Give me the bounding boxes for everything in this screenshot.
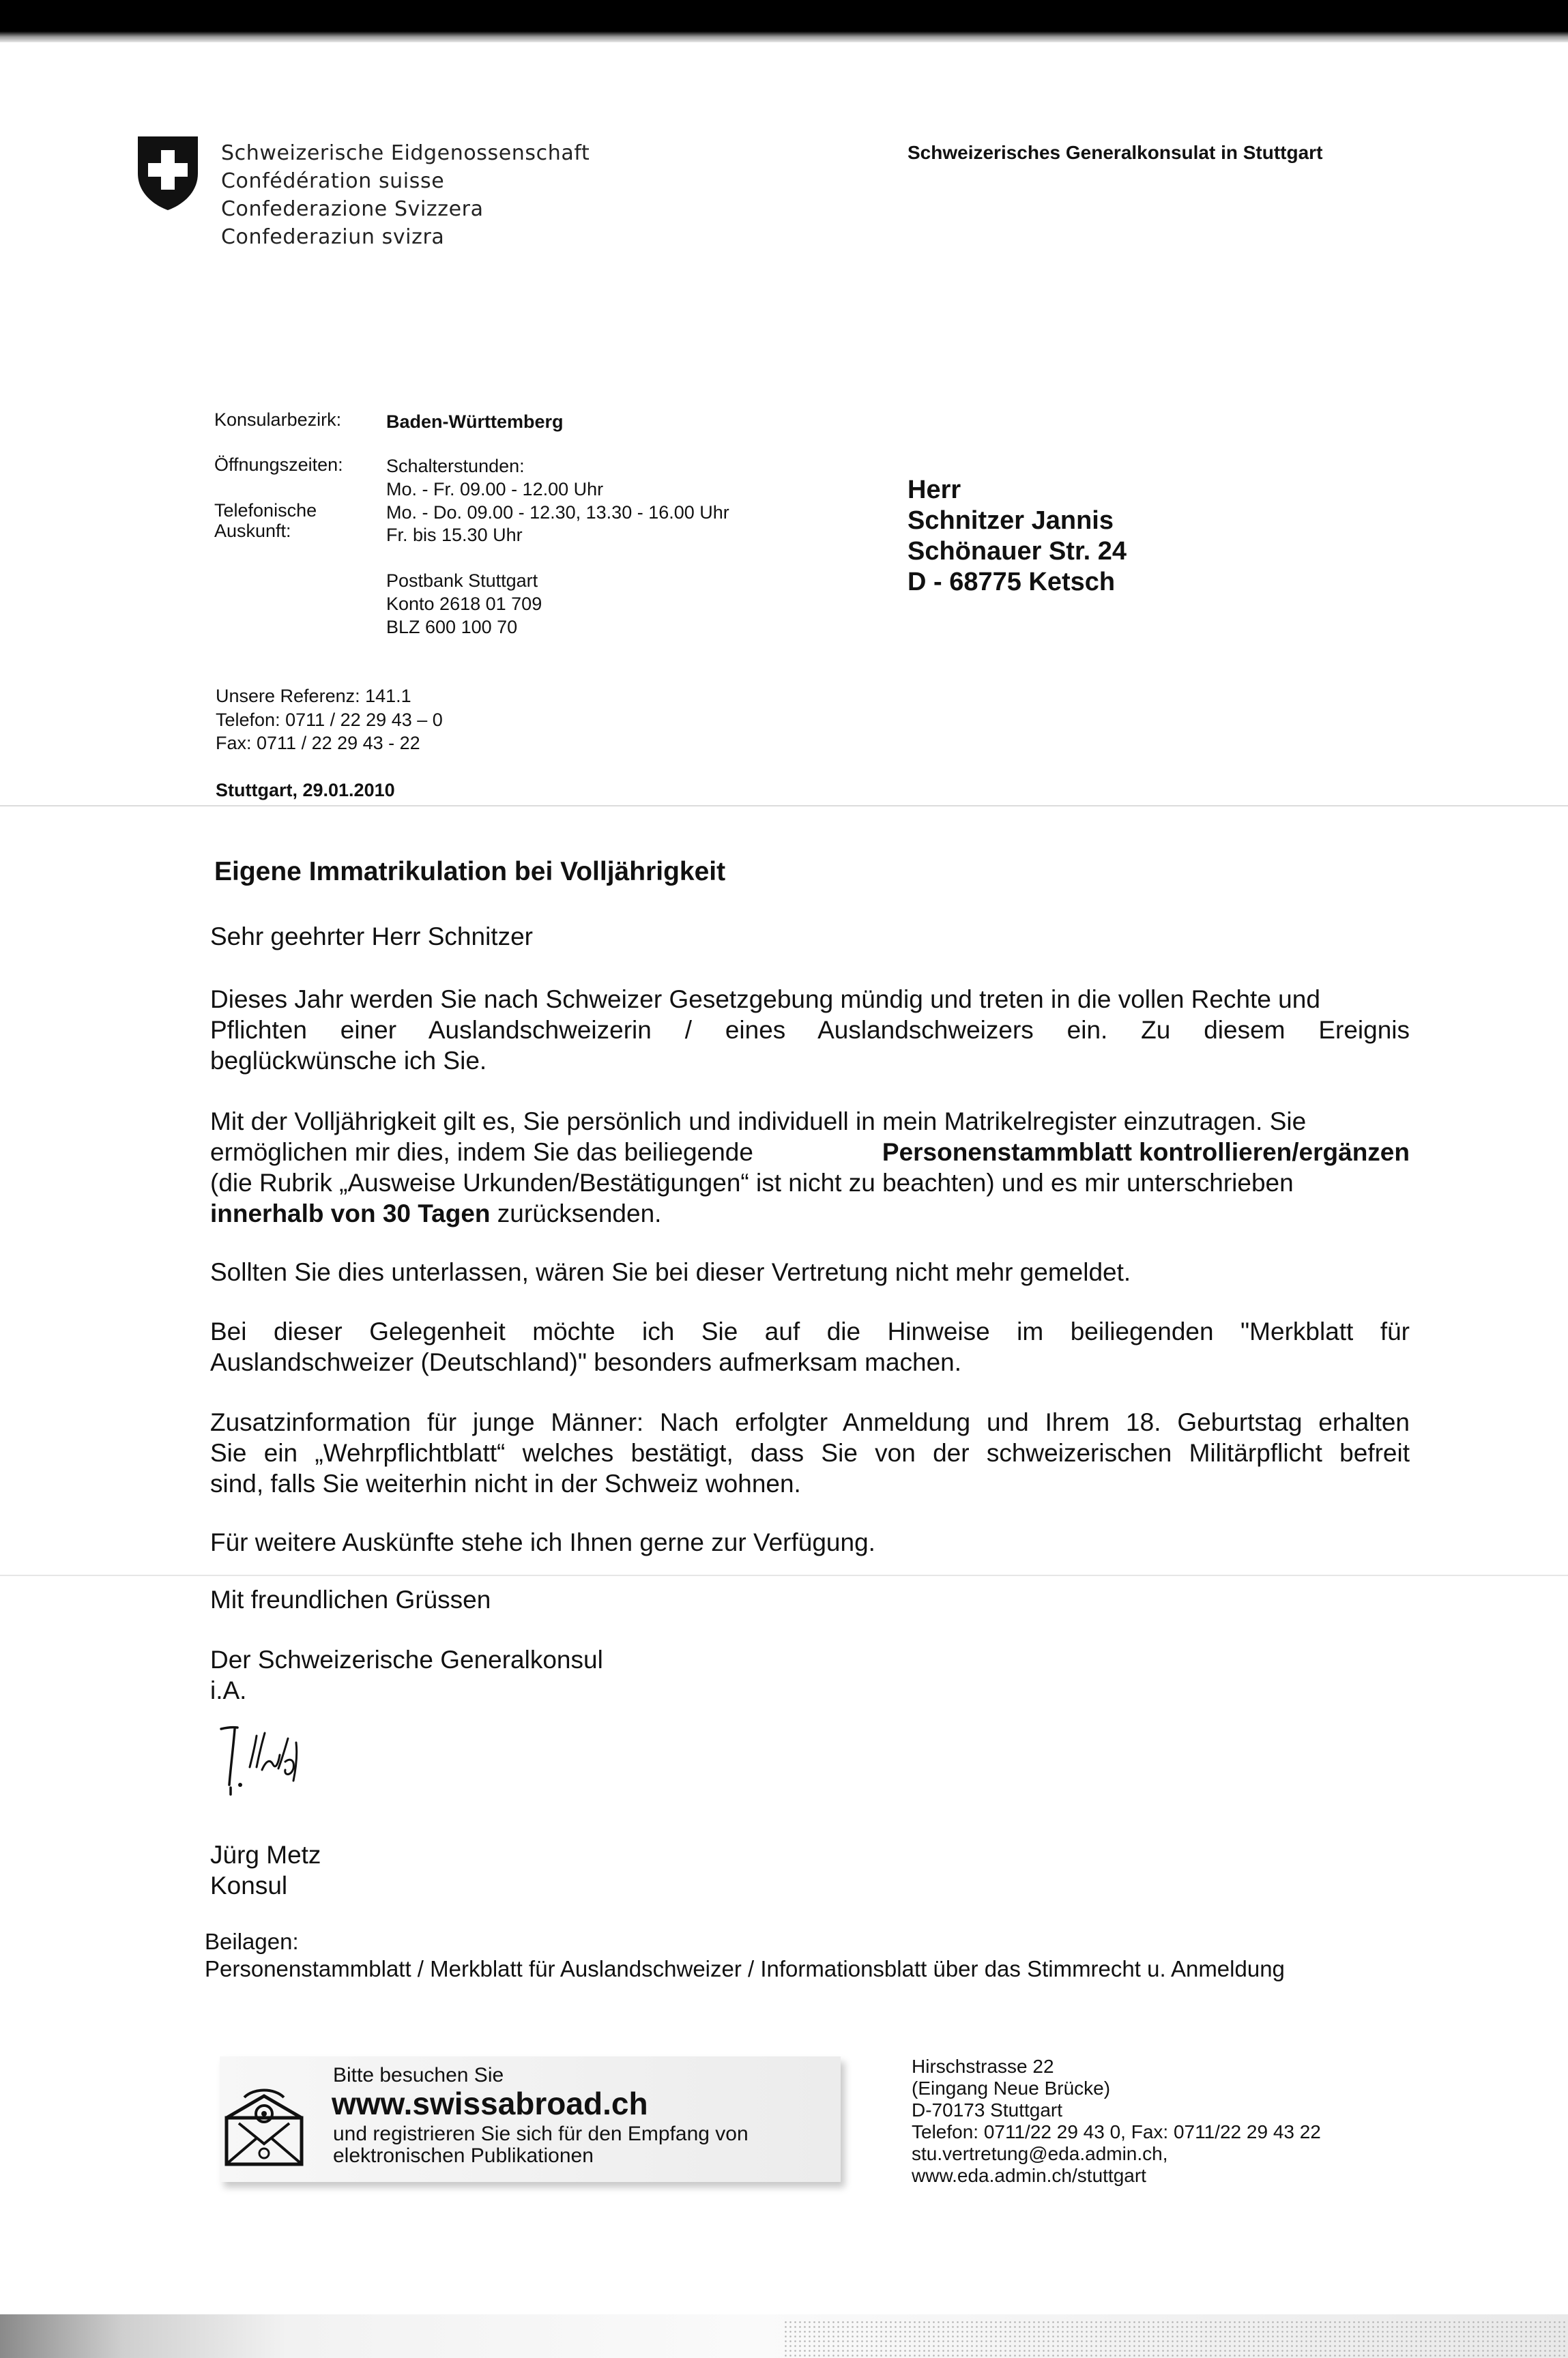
opening-hours-label: Öffnungszeiten: xyxy=(214,454,343,475)
paragraph-3-line: Sollten Sie dies unterlassen, wären Sie bei dieser Vertretung nicht mehr gemeldet. xyxy=(210,1258,1131,1286)
recipient-address xyxy=(908,475,1127,598)
paragraph-5-line: Sie ein „Wehrpflichtblatt“ welches bestätigt, dass Sie von der schweizerischen Militärpflicht befreit xyxy=(210,1439,1410,1467)
recipient-city: D - 68775 Ketsch xyxy=(908,568,1116,596)
closing xyxy=(210,1584,1410,1615)
phone-info-label: Telefonische xyxy=(214,500,317,521)
paragraph-2-line xyxy=(210,1137,1410,1167)
signer-role: Konsul xyxy=(210,1872,288,1900)
paragraph-2-line xyxy=(210,1198,1410,1229)
paragraph-5-line: Zusatzinformation für junge Männer: Nach erfolgter Anmeldung und Ihrem 18. Geburtstag erhalten xyxy=(210,1408,1410,1436)
confederation-name-it: Confederazione Svizzera xyxy=(221,197,484,221)
paragraph-1-line: beglückwünsche ich Sie. xyxy=(210,1047,487,1075)
signer-name: Jürg Metz xyxy=(210,1841,321,1869)
signer-title: Der Schweizerische Generalkonsul xyxy=(210,1646,603,1674)
scan-border-top xyxy=(0,0,1568,42)
bank-name: Postbank Stuttgart xyxy=(386,570,538,591)
contact-city: D-70173 Stuttgart xyxy=(912,2099,1063,2121)
visit-text: Bitte besuchen Sie xyxy=(333,2064,504,2086)
confederation-name-rm: Confederaziun svizra xyxy=(221,225,445,249)
recipient-salutation: Herr xyxy=(908,476,961,504)
telefon: Telefon: 0711 / 22 29 43 – 0 xyxy=(216,710,443,730)
hours-line-3: Mo. - Do. 09.00 - 12.30, 13.30 - 16.00 Uhr xyxy=(386,502,729,523)
place-date: Stuttgart, 29.01.2010 xyxy=(216,780,395,800)
bank-account: Konto 2618 01 709 xyxy=(386,594,542,614)
fax: Fax: 0711 / 22 29 43 - 22 xyxy=(216,733,420,753)
signer-ia: i.A. xyxy=(210,1676,247,1704)
closing-text: Mit freundlichen Grüssen xyxy=(210,1586,491,1614)
paragraph-1-line: Pflichten einer Auslandschweizerin / eines Auslandschweizers ein. Zu diesem Ereignis xyxy=(210,1016,1410,1044)
signer-block xyxy=(210,1644,1410,1706)
greeting-text: Sehr geehrter Herr Schnitzer xyxy=(210,922,533,950)
recipient-street: Schönauer Str. 24 xyxy=(908,537,1127,566)
hours-line-4: Fr. bis 15.30 Uhr xyxy=(386,525,523,545)
contact-website[interactable]: www.eda.admin.ch/stuttgart xyxy=(912,2165,1146,2186)
contact-street: Hirschstrasse 22 xyxy=(912,2056,1054,2077)
hours-line-2: Mo. - Fr. 09.00 - 12.00 Uhr xyxy=(386,479,604,499)
letter-greeting xyxy=(210,921,1410,952)
paragraph-2-text: zurücksenden. xyxy=(497,1199,662,1227)
district-label: Konsularbezirk: xyxy=(214,409,342,430)
handwritten-signature xyxy=(217,1719,333,1822)
email-envelope-icon xyxy=(224,2088,304,2167)
paragraph-2-line: Mit der Volljährigkeit gilt es, Sie persönlich und individuell in mein Matrikelregister einzutragen. Sie xyxy=(210,1107,1307,1135)
confederation-name-de: Schweizerische Eidgenossenschaft xyxy=(221,141,590,165)
reference: Unsere Referenz: 141.1 xyxy=(216,686,411,706)
paragraph-2 xyxy=(210,1106,1410,1229)
paragraph-6-line: Für weitere Auskünfte stehe ich Ihnen gerne zur Verfügung. xyxy=(210,1528,875,1556)
contact-email[interactable]: stu.vertretung@eda.admin.ch, xyxy=(912,2143,1168,2164)
paragraph-4-line: Bei dieser Gelegenheit möchte ich Sie auf die Hinweise im beiliegenden "Merkblatt für xyxy=(210,1318,1410,1345)
letter-subject: Eigene Immatrikulation bei Volljährigkeit xyxy=(214,857,726,886)
register-text-2: elektronischen Publikationen xyxy=(333,2144,594,2167)
swissabroad-link[interactable]: www.swissabroad.ch xyxy=(332,2086,648,2121)
bank-code: BLZ 600 100 70 xyxy=(386,617,518,637)
signer-name-block xyxy=(210,1839,1410,1901)
paragraph-4 xyxy=(210,1316,1410,1378)
phone-info-label-2: Auskunft: xyxy=(214,521,291,541)
consulate-contact xyxy=(912,2056,1321,2187)
enclosures-list: Personenstammblatt / Merkblatt für Auslandschweizer / Informationsblatt über das Stimmrecht u. Anmeldung xyxy=(205,1956,1285,1981)
paragraph-4-line: Auslandschweizer (Deutschland)" besonders aufmerksam machen. xyxy=(210,1348,962,1376)
scan-dot-pattern xyxy=(783,2320,1568,2358)
paragraph-2-text: ermöglichen mir dies, indem Sie das beiliegende xyxy=(210,1138,753,1166)
paragraph-1 xyxy=(210,984,1410,1076)
swiss-coat-of-arms-icon xyxy=(135,134,201,213)
contact-entrance: (Eingang Neue Brücke) xyxy=(912,2078,1111,2099)
paragraph-5 xyxy=(210,1407,1410,1499)
paragraph-2-emphasis: Personenstammblatt kontrollieren/ergänzen xyxy=(882,1138,1410,1166)
paragraph-5-line: sind, falls Sie weiterhin nicht in der Schweiz wohnen. xyxy=(210,1470,801,1498)
confederation-name-fr: Confédération suisse xyxy=(221,169,445,193)
recipient-name: Schnitzer Jannis xyxy=(908,506,1114,535)
contact-phone-fax: Telefon: 0711/22 29 43 0, Fax: 0711/22 29 43 22 xyxy=(912,2121,1321,2142)
hours-line-1: Schalterstunden: xyxy=(386,456,525,476)
paragraph-3 xyxy=(210,1257,1410,1287)
paragraph-2-line: (die Rubrik „Ausweise Urkunden/Bestätigungen“ ist nicht zu beachten) und es mir unterschrieben xyxy=(210,1169,1294,1197)
enclosures-label: Beilagen: xyxy=(205,1929,299,1954)
paragraph-2-deadline: innerhalb von 30 Tagen xyxy=(210,1199,491,1227)
paragraph-1-line: Dieses Jahr werden Sie nach Schweizer Gesetzgebung mündig und treten in die vollen Rechte und xyxy=(210,985,1320,1013)
fold-mark xyxy=(0,1575,1568,1576)
district-value: Baden-Württemberg xyxy=(386,411,564,432)
paragraph-6 xyxy=(210,1527,1410,1558)
consulate-name: Schweizerisches Generalkonsulat in Stuttgart xyxy=(908,142,1323,163)
register-text-1: und registrieren Sie sich für den Empfang von xyxy=(333,2123,749,2145)
enclosures-block xyxy=(205,1928,1285,1983)
fold-mark xyxy=(0,805,1568,806)
confederation-names xyxy=(221,139,590,251)
